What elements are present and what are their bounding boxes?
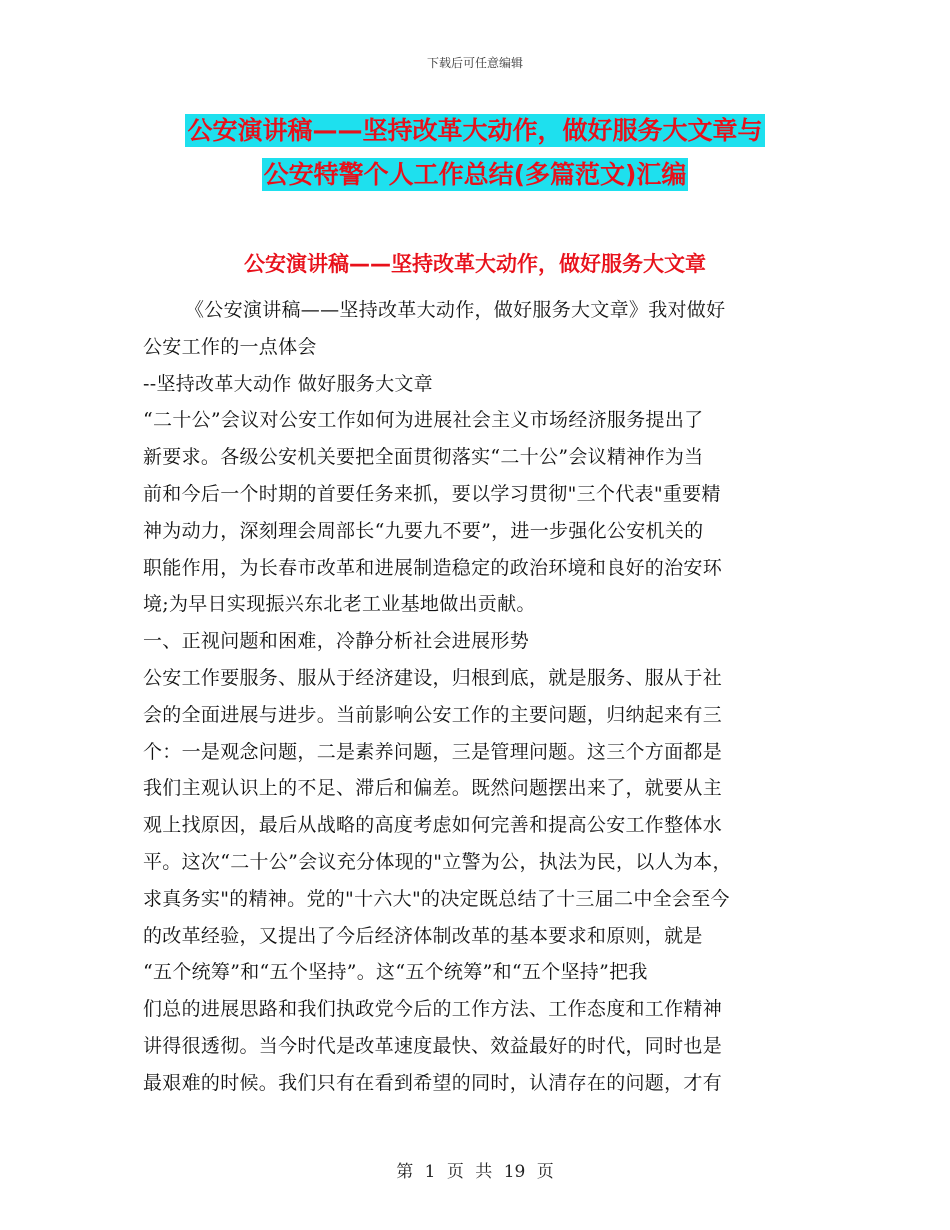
body-line: 职能作用，为长春市改革和进展制造稳定的政治环境和良好的治安环 [143,556,723,579]
body-line: 新要求。各级公安机关要把全面贯彻落实“二十公”会议精神作为当 [143,446,704,469]
body-line: 们总的进展思路和我们执政党今后的工作方法、工作态度和工作精神 [143,998,723,1021]
document-title-line-1 [0,114,950,148]
body-line: 观上找原因，最后从战略的高度考虑如何完善和提高公安工作整体水 [143,814,723,837]
body-line: 《公安演讲稿——坚持改革大动作，做好服务大文章》我对做好 [185,299,726,321]
body-line: 的改革经验，又提出了今后经济体制改革的基本要求和原则，就是 [143,924,703,947]
body-line: 讲得很透彻。当今时代是改革速度最快、效益最好的时代，同时也是 [143,1034,723,1057]
document-title-line-2-text: 公安特警个人工作总结(多篇范文)汇编 [263,160,687,189]
body-line: 我们主观认识上的不足、滞后和偏差。既然问题摆出来了，就要从主 [143,777,723,800]
body-line: 境;为早日实现振兴东北老工业基地做出贡献。 [143,593,536,616]
body-line: 一、正视问题和困难，冷静分析社会进展形势 [143,630,530,653]
body-line: 公安工作的一点体会 [143,335,317,358]
body-line: 求真务实"的精神。党的"十六大"的决定既总结了十三届二中全会至今 [143,887,730,910]
body-line: --坚持改革大动作 做好服务大文章 [143,372,433,395]
section-title: 公安演讲稿——坚持改革大动作，做好服务大文章 [244,252,706,276]
body-line: 平。这次“二十公”会议充分体现的"立警为公，执法为民，以人为本， [143,850,732,873]
page-header-note: 下载后可任意编辑 [426,56,523,70]
page-number: 第 1 页 共 19 页 [396,1162,554,1182]
document-title-line-2 [0,158,950,192]
body-line: 神为动力，深刻理会周部长“九要九不要”，进一步强化公安机关的 [143,519,704,542]
body-line: 公安工作要服务、服从于经济建设，归根到底，就是服务、服从于社 [143,666,723,689]
body-line: 最艰难的时候。我们只有在看到希望的同时，认清存在的问题，才有 [143,1071,723,1094]
body-text [143,292,823,1102]
document-title-line-1-text: 公安演讲稿——坚持改革大动作，做好服务大文章与 [187,116,763,145]
body-line: “二十公”会议对公安工作如何为进展社会主义市场经济服务提出了 [143,409,704,432]
body-line: 个：一是观念问题，二是素养问题，三是管理问题。这三个方面都是 [143,740,723,763]
body-line: “五个统筹”和“五个坚持”。这“五个统筹”和“五个坚持”把我 [143,961,648,984]
body-line: 会的全面进展与进步。当前影响公安工作的主要问题，归纳起来有三 [143,703,723,726]
body-line: 前和今后一个时期的首要任务来抓，要以学习贯彻"三个代表"重要精 [143,482,721,505]
